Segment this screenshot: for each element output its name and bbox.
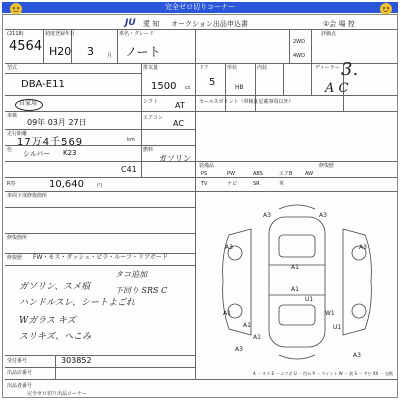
cc-unit: cc — [185, 85, 191, 91]
auction-label: 出品者番号 — [7, 383, 33, 389]
color-label: 色 — [7, 147, 13, 153]
auction-sheet — [2, 14, 398, 398]
damage-legend: A 一 キズ E 一 エクボ U 一 凹み P 一 ペイント W 一 波 S 一 サビ XX 一 交換 — [253, 371, 393, 376]
aircon-label: エアコン — [143, 115, 163, 121]
damage-code: A3 — [359, 244, 367, 251]
note-line-4: スリキズ、へこみ — [19, 332, 92, 342]
extra-note-2: 下回り SRS C — [115, 286, 168, 295]
title-bar — [2, 2, 398, 13]
equip-leather: 革 — [279, 181, 285, 187]
damage-code: U1 — [305, 296, 314, 303]
trans-label: シフト — [143, 99, 159, 105]
fuel: ガソリン — [159, 154, 191, 163]
displacement: 1500 — [151, 81, 177, 92]
body-type: HB — [235, 84, 244, 91]
equipment-label: 装備品 — [199, 163, 215, 169]
first-reg-month: 3 — [87, 45, 94, 58]
fuel-label: 燃料 — [143, 147, 154, 153]
sales-point-label: セールスポイント（車検証記載事項以外） — [199, 99, 294, 105]
equip-sunroof: SR — [253, 181, 260, 187]
model-name: ノート — [125, 45, 161, 59]
repair-notes-label: 車両下部修復箇所 — [7, 193, 48, 199]
transmission: AT — [175, 101, 185, 110]
interior-label: 内装 — [257, 65, 268, 71]
color: シルバー — [23, 150, 51, 158]
equip-aw: AW — [305, 171, 314, 177]
displacement-label: 排気量 — [143, 65, 159, 71]
damage-code: A1 — [291, 264, 299, 271]
km-unit: km — [127, 137, 135, 143]
odometer-label: 走行距離 — [7, 131, 28, 137]
inspection-label: 車検 — [7, 113, 18, 119]
brand-suffix: 愛 知 — [143, 20, 160, 28]
private-use: 自家用 — [19, 100, 38, 107]
interior-exterior-grade: A C — [325, 81, 349, 96]
body-label: 形状 — [227, 65, 238, 71]
equipment-row — [199, 171, 339, 179]
lot-number: 4564 — [9, 39, 43, 54]
aircon: AC — [173, 119, 184, 128]
month-unit: 月 — [107, 53, 113, 59]
grade-score: 3. — [341, 59, 359, 80]
history-label: 修復歴 — [319, 163, 335, 169]
drive-2wd: 2WD — [293, 39, 305, 45]
grade-label: 評価点 — [321, 31, 337, 37]
equip-abs: ABS — [253, 171, 263, 177]
equip-pw: PW — [227, 171, 235, 177]
first-reg-label: 初度登録年月 — [45, 31, 76, 37]
note-line-3: Wガラス キズ — [19, 316, 76, 326]
doors-label: ドア — [199, 65, 209, 71]
doors: 5 — [209, 77, 216, 88]
recycle-fee: 10,640 — [49, 179, 84, 190]
damage-code: A1 — [223, 310, 231, 317]
receipt-label: 受付番号 — [7, 358, 28, 364]
damage-code: A3 — [319, 212, 327, 219]
brand-logo: JU — [125, 18, 136, 28]
yen-unit: 円 — [97, 183, 103, 189]
car-outline-top — [269, 217, 325, 347]
damage-code: A3 — [263, 212, 271, 219]
damage-code: A1 — [291, 286, 299, 293]
drive-4wd: 4WD — [293, 53, 305, 59]
equip-tv: TV — [201, 181, 208, 187]
odometer: 17万4千569 — [17, 137, 84, 148]
page-title: 完全ゼロ切りコーナー — [165, 3, 235, 11]
damage-code: W1 — [325, 310, 335, 317]
seller-label: 出品店番号 — [7, 370, 33, 376]
footer-note: 完全ゼロ切り出品コーナー — [27, 391, 88, 397]
model-code: DBA-E11 — [21, 79, 65, 90]
note-line-2: ハンドルスレ、シートよごれ — [19, 298, 136, 308]
model-label: 車名・グレード — [119, 31, 155, 37]
damage-code: A3 — [235, 346, 243, 353]
model-code-label: 型式 — [7, 65, 18, 71]
receipt-number: 303852 — [61, 356, 92, 365]
recycle-label: R券 — [7, 181, 16, 187]
defects-label: 修復歴 — [7, 255, 23, 261]
equipment-row-2 — [199, 181, 339, 189]
inspection-date: 09年 03月 27日 — [27, 118, 87, 127]
equip-airbag: エアB — [279, 171, 293, 177]
form-title: オークション出品申込書 — [171, 20, 248, 28]
car-damage-diagram — [199, 195, 395, 375]
venue-copy-label: ①会 場 控 — [323, 20, 355, 28]
top-code: (2118) — [7, 31, 24, 37]
equip-navi: ナビ — [227, 181, 238, 187]
damage-code: A3 — [225, 244, 233, 251]
damage-code: A1 — [253, 334, 261, 341]
repair-label: 修復箇所 — [7, 235, 28, 241]
damage-code: A1 — [243, 322, 251, 329]
damage-code: A3 — [353, 352, 361, 359]
color-code-2: C41 — [121, 165, 137, 174]
damage-code: U1 — [333, 324, 342, 331]
dealer-label: ディーラー — [315, 65, 340, 71]
first-reg-era: H20 — [49, 45, 72, 58]
note-line-1: ガソリン、スメ痕 — [19, 282, 91, 292]
extra-note-1: タコ追加 — [115, 270, 147, 279]
color-code: K23 — [63, 149, 77, 157]
equip-ps: PS — [201, 171, 208, 177]
car-outline-right — [343, 229, 371, 335]
checks-list: FW・モス・ダッシュ・ピラ・ルーフ・リアボード — [33, 254, 168, 261]
